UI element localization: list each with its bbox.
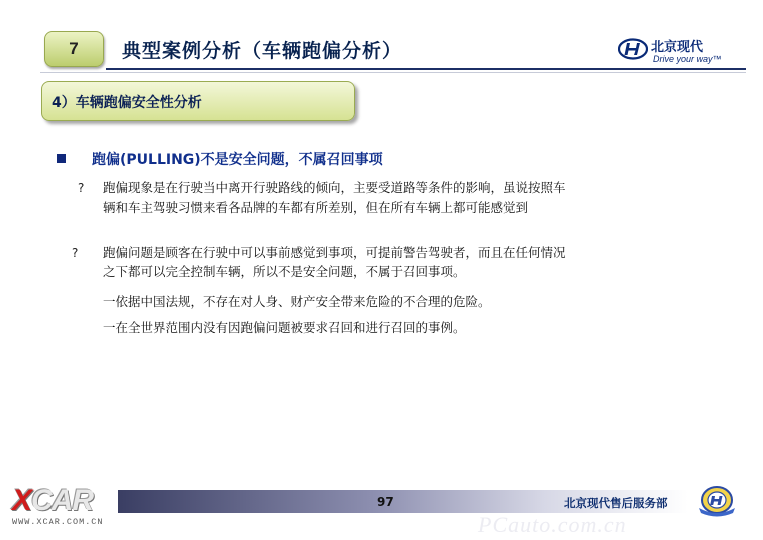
bullet-1-line-1: 跑偏现象是在行驶当中离开行驶路线的倾向，主要受道路等条件的影响，虽说按照车 [103, 180, 566, 195]
chapter-badge [44, 31, 104, 67]
bullet-marker: ? [72, 246, 79, 260]
square-bullet-icon [57, 154, 66, 163]
xcar-logo-rest: CAR [31, 484, 94, 517]
service-emblem-icon [696, 482, 738, 518]
xcar-logo-x: X [12, 484, 32, 517]
sub-point-1: 一依据中国法规，不存在对人身、财产安全带来危险的不合理的危险。 [103, 294, 491, 309]
header-divider [106, 68, 746, 70]
bullet-2-line-2: 之下都可以完全控制车辆，所以不是安全问题，不属于召回事项。 [103, 264, 466, 279]
main-point: 跑偏(PULLING)不是安全问题，不属召回事项 [92, 152, 383, 168]
brand-slogan: Drive your way™ [653, 54, 722, 64]
bullet-2-line-1: 跑偏问题是顾客在行驶中可以事前感觉到事项，可提前警告驾驶者，而且在任何情况 [103, 245, 566, 260]
chapter-number: 7 [69, 39, 79, 58]
bullet-1-line-2: 辆和车主驾驶习惯来看各品牌的车都有所差别，但在所有车辆上都可能感觉到 [103, 200, 529, 215]
page-title: 典型案例分析（车辆跑偏分析） [122, 40, 403, 62]
footer-department: 北京现代售后服务部 [564, 496, 668, 510]
hyundai-logo-icon [618, 38, 648, 60]
page-number: 97 [377, 495, 394, 509]
xcar-url: WWW.XCAR.COM.CN [12, 517, 104, 527]
sub-point-2: 一在全世界范围内没有因跑偏问题被要求召回和进行召回的事例。 [103, 320, 466, 335]
brand-name: 北京现代 [651, 40, 704, 55]
pcauto-watermark: PCauto.com.cn [478, 512, 627, 537]
bullet-marker: ? [78, 181, 85, 195]
xcar-logo [12, 484, 93, 518]
header-divider-thin [40, 72, 746, 73]
section-title: 4）车辆跑偏安全性分析 [52, 95, 202, 111]
